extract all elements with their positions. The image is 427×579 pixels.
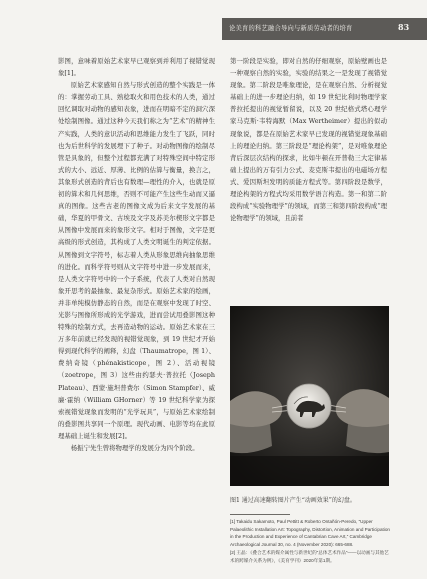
left-text-column — [58, 55, 215, 454]
footnote-divider — [230, 514, 290, 515]
thaumatrope-illustration — [230, 306, 389, 486]
footnote: [1] Takaidu Sakamoto, Paul Pettitt & Roberto Ontañón-Peredo, “Upper Palaeolithic Installation Art: Topography, Distortion, Animation and Participation in the Production and Experience of Cantabrian Cave Art,” Cambridge Archaeological Journal 30, no. 4 (November 2020): 665-688. — [230, 519, 390, 547]
body-paragraph: 杨振宁先生曾将物理学的发展分为四个阶段。 — [70, 444, 199, 452]
figure-caption: 图1 通过高速翻转图片产生“动画效果”的幻盘。 — [230, 497, 356, 504]
body-paragraph: 原始艺术家感知自然与形式创造的整个实践是一体的：掌握劳动工具、熟稔取火和用色技术的人类，通过回忆调取对动物的感知表象，进而在明暗不定的洞穴深处绘制图像。通过这种今天我们称之为“艺术”的精神生产实践，人类的意识活动和思维能力发生了飞跃，同时也为后世科学的发展埋下了种子。对动物图像的绘制尽管是具象的，但整个过程都充满了对特殊空间中特定形式的大小、远近、厚薄、比例的估算与衡量，换言之，其象形式创造的背后也有数理—理性的介入，也就是原初的算术和几何思维，否则不可能产生这些生动而又逼真的图像。这些古老的图像文成为后来文字发展的基础，华夏的甲骨文、古埃及文字及苏美尔楔形文字都是从图像中发展而来的象形文字。相对于图像，文字是更高级的形式创造，其构成了人类文明诞生的判定依据。从图像到文字符号，标志着人类从形象思维向抽象思维的进化。而科学符号则从文字符号中进一步发展而来，是人类文字符号中的一个子系统，代表了人类对自然现象开思考的最抽象、最复杂形式。原始艺术家的绘画，并非单纯模仿静态的自然，而是在观察中发现了时空、光影与图像所形成的光学游戏，进而尝试用叠影图这种特殊的绘制方式，去再造动物的运动。原始艺术家在三万多年前就已经发现的视错觉现象，到 19 世纪才开始得到现代科学的阐释，幻盘（Thaumatrope，图 1）、费纳奇镜（phénakisticope，图 2）、活动视镜（zoetrope，图 3）这些由约瑟夫·普拉托（Joseph Plateau）、西蒙·施坦普费尔（Simon Stampfer）、威廉·霍纳（William GHorner）等 19 世纪科学家为探索视错觉现象而发明的“光学玩具”，与原始艺术家绘制的叠影图共享同一个原理。现代动画、电影等均在此原理基础上诞生和发展[2]。 — [58, 81, 215, 440]
body-paragraph: 第一阶段是实验，即对自然的仔细观察，原始壁画也是一种观察自然的实验，实验的结果之一是发现了视错觉现象。第二阶段是唯象理论，是在观察自然、分析视觉基础上的进一步理论归纳，如 19 世纪比利时物理学家普拉托提出的视觉暂留说，以及 20 世纪格式塔心理学家马克斯·韦特海默（Max Wertheimer）提出的似动现象说，都是在原始艺术家早已发现的视错觉现象基础上的理论归纳。第三阶段是“理论构架”，是对唯象理论背后深层次结构的探求，比如牛顿在开普勒三大定律基础上提出的万有引力公式、麦克斯韦提出的电磁场方程式、爱因斯坦发明的质能方程式等。第四阶段是数学，理论构架的方程式均采用数学语言构造。第一和第二阶段构成“实验物理学”的领域，而第三和第四阶段构成“理论物理学”的领域，且前者 — [230, 57, 387, 223]
footnote: [2] 王晶：《叠合艺术的媒介属性与新世纪的“总体艺术作品”——以动画与其他艺术的跨媒介关系为例》，《美育学刊》2020年第1期。 — [230, 550, 389, 563]
footnotes — [230, 518, 390, 566]
page-number: 83 — [398, 22, 410, 32]
body-paragraph: 影图，意味着原始艺术家早已观察到并利用了视错觉现象[1]。 — [58, 57, 215, 78]
running-header-title: 论美育的科艺融合导向与新质劳动者的培育 — [229, 25, 353, 32]
thaumatrope-photo — [230, 306, 389, 486]
right-text-column — [230, 55, 387, 224]
